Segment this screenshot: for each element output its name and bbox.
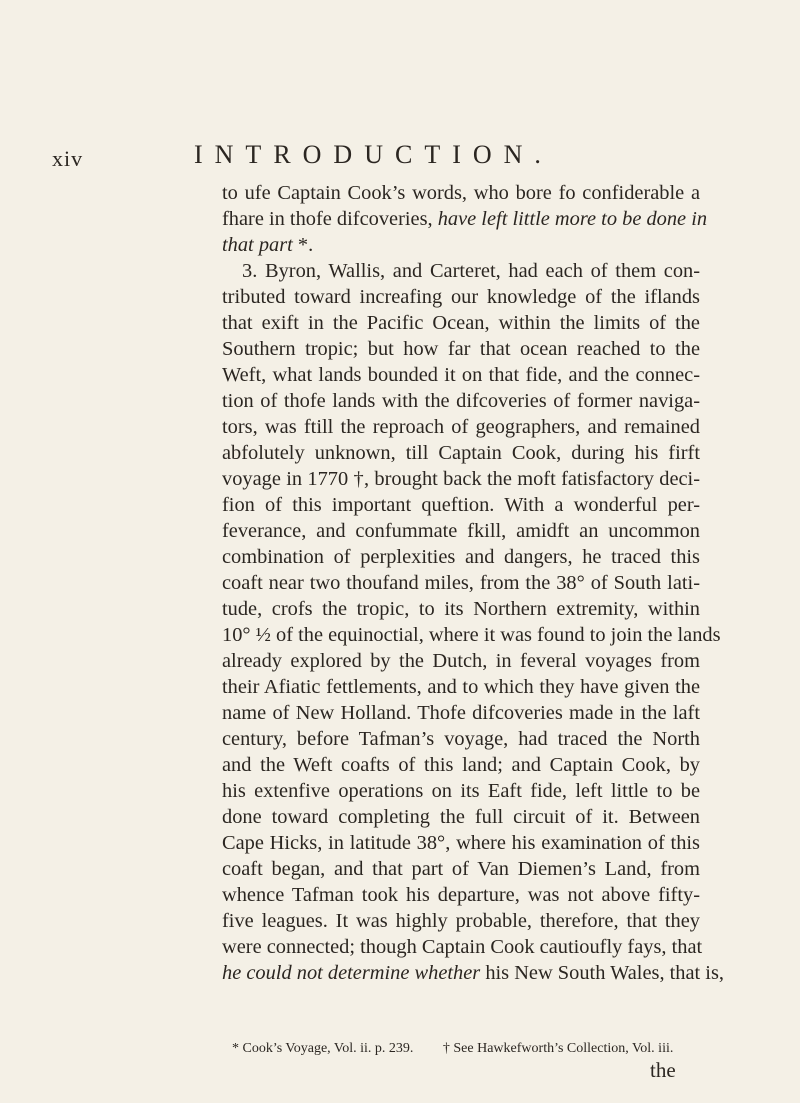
text-line: 10° ½ of the equinoctial, where it was found to join the lands [222,624,721,646]
text-line: to ufe Captain Cook’s words, who bore fo confiderable a [222,182,700,204]
text-line: were connected; though Captain Cook cautioufly fays, that [222,936,703,958]
text-line: century, before Tafman’s voyage, had traced the North [222,728,700,750]
text-line: his extenfive operations on its Eaft fide, left little to be [222,780,700,802]
text-line: whence Tafman took his departure, was not above fifty- [222,884,700,906]
text-line: coaft began, and that part of Van Diemen’s Land, from [222,858,700,880]
footnotes [232,1040,702,1058]
text-line: tors, was ftill the reproach of geographers, and remained [222,416,700,438]
text-line: fhare in thofe difcoveries, have left little more to be done in [222,208,708,230]
text-line: that part *. [222,234,314,256]
text-line: coaft near two thoufand miles, from the 38° of South lati- [222,572,700,594]
footnote-2: † See Hawkefworth’s Collection, Vol. iii. [442,1041,674,1056]
text-line: fion of this important queftion. With a wonderful per- [222,494,700,516]
text-line: feverance, and confummate fkill, amidft an uncommon [222,520,700,542]
text-line: tude, crofs the tropic, to its Northern extremity, within [222,598,700,620]
text-line: five leagues. It was highly probable, therefore, that they [222,910,700,932]
text-line: name of New Holland. Thofe difcoveries made in the laft [222,702,700,724]
text-line: tion of thofe lands with the difcoveries of former naviga- [222,390,700,412]
text-line: 3. Byron, Wallis, and Carteret, had each of them con- [242,260,700,282]
text-line: Weft, what lands bounded it on that fide, and the connec- [222,364,700,386]
text-line: done toward completing the full circuit of it. Between [222,806,700,828]
text-line: their Afiatic fettlements, and to which they have given the [222,676,700,698]
text-line: Cape Hicks, in latitude 38°, where his examination of this [222,832,700,854]
text-line: Southern tropic; but how far that ocean reached to the [222,338,700,360]
footnote-1: * Cook’s Voyage, Vol. ii. p. 239. [232,1041,414,1056]
text-line: that exift in the Pacific Ocean, within the limits of the [222,312,700,334]
text-line: combination of perplexities and dangers, he traced this [222,546,700,568]
text-line: tributed toward increafing our knowledge of the iflands [222,286,700,308]
text-line: already explored by the Dutch, in feveral voyages from [222,650,700,672]
text-line: abfolutely unknown, till Captain Cook, during his firft [222,442,700,464]
text-line: he could not determine whether his New South Wales, that is, [222,962,725,984]
body-text [222,180,725,986]
text-line: and the Weft coafts of this land; and Captain Cook, by [222,754,700,776]
page-number: xiv [52,146,84,171]
text-line: voyage in 1770 †, brought back the moft fatisfactory deci- [222,468,700,490]
running-head: INTRODUCTION. [194,140,553,169]
catchword: the [650,1058,676,1082]
